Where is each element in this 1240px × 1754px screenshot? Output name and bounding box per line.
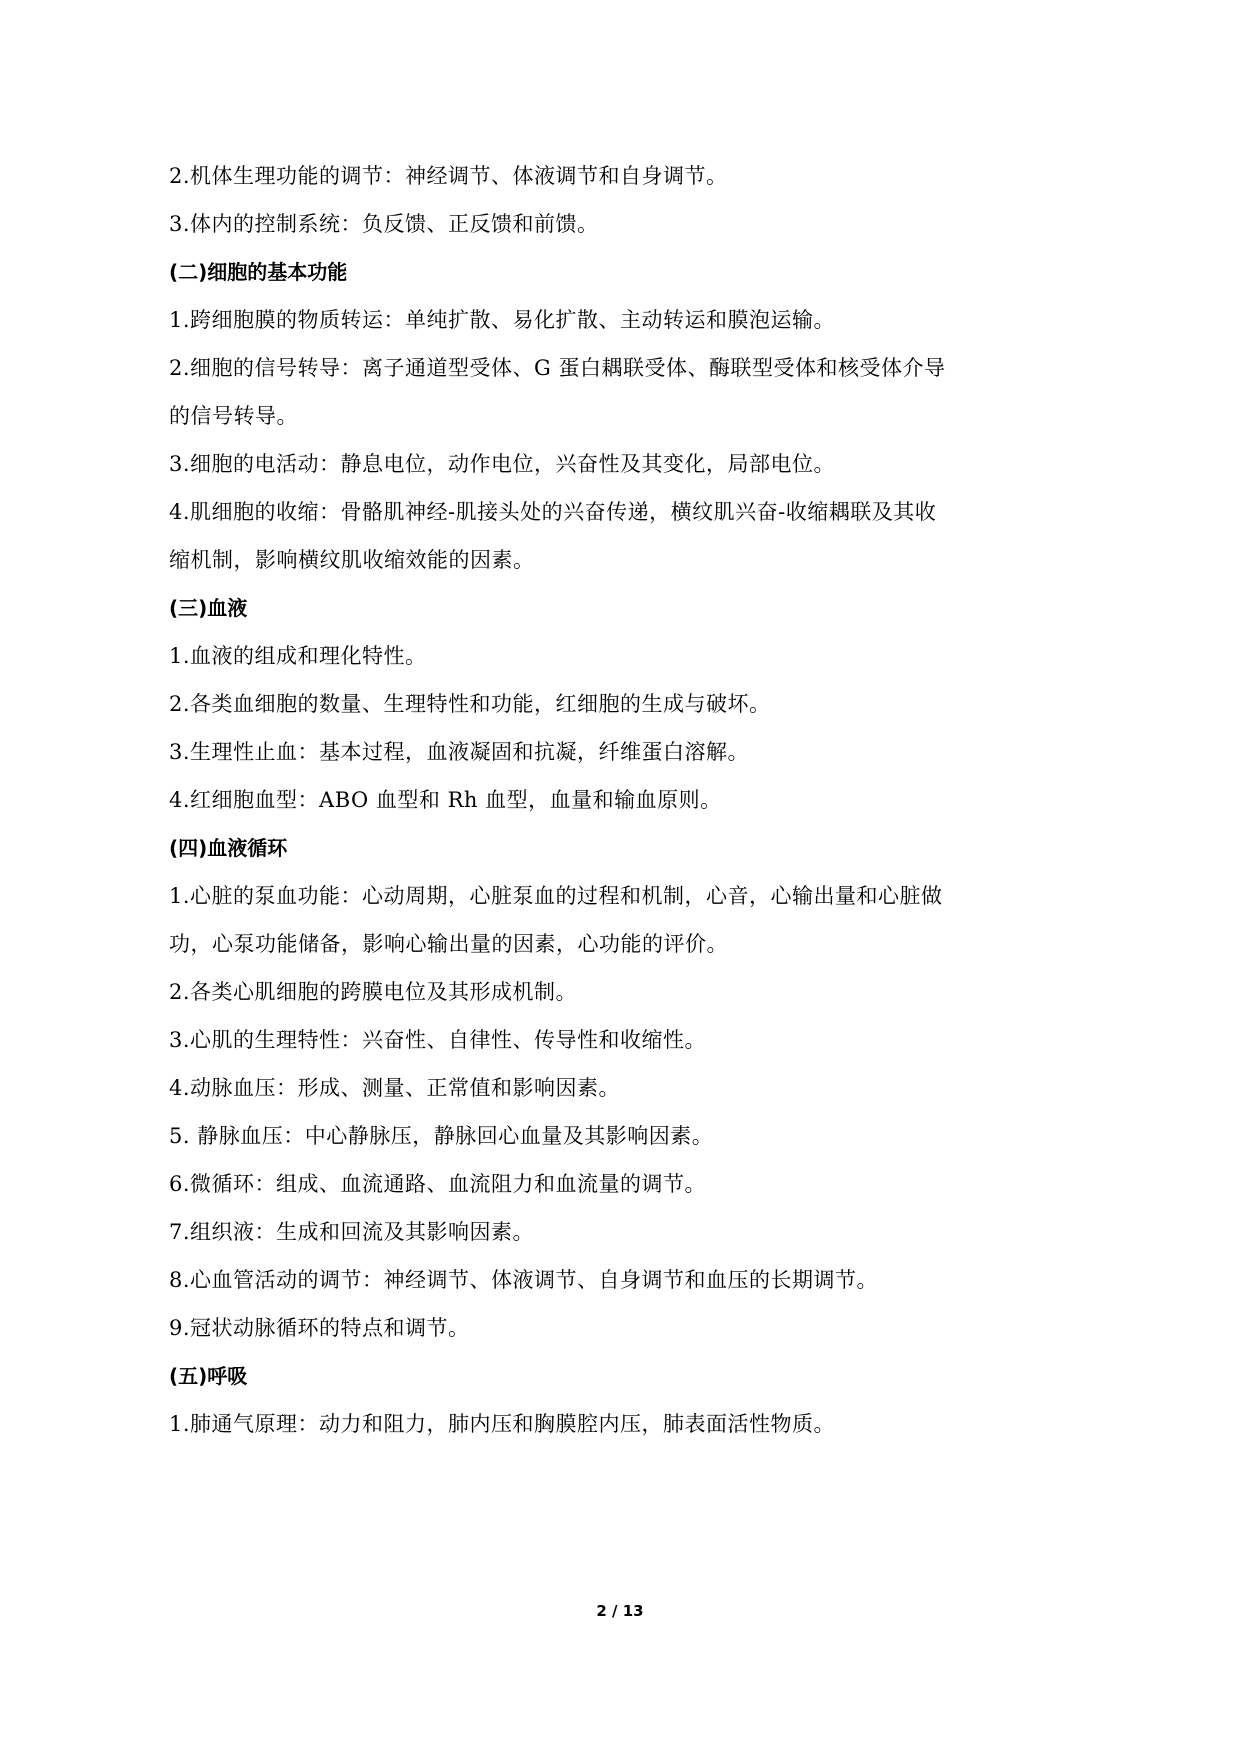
list-item: 2.机体生理功能的调节：神经调节、体液调节和自身调节。 [169, 164, 728, 188]
list-item: 4.肌细胞的收缩：骨骼肌神经-肌接头处的兴奋传递，横纹肌兴奋-收缩耦联及其收 [169, 500, 937, 524]
list-item: 4.红细胞血型：ABO 血型和 Rh 血型，血量和输血原则。 [169, 788, 722, 812]
list-item: 7.组织液：生成和回流及其影响因素。 [169, 1220, 535, 1244]
list-item: 的信号转导。 [169, 404, 298, 428]
list-item: 5. 静脉血压：中心静脉压，静脉回心血量及其影响因素。 [169, 1124, 714, 1148]
list-item: 4.动脉血压：形成、测量、正常值和影响因素。 [169, 1076, 621, 1100]
section-heading: (五)呼吸 [169, 1364, 248, 1388]
list-item: 2.各类心肌细胞的跨膜电位及其形成机制。 [169, 980, 578, 1004]
list-item: 1.血液的组成和理化特性。 [169, 644, 427, 668]
section-heading: (二)细胞的基本功能 [169, 260, 348, 284]
list-item: 3.心肌的生理特性：兴奋性、自律性、传导性和收缩性。 [169, 1028, 707, 1052]
list-item: 2.各类血细胞的数量、生理特性和功能，红细胞的生成与破坏。 [169, 692, 771, 716]
list-item: 3.细胞的电活动：静息电位，动作电位，兴奋性及其变化，局部电位。 [169, 452, 836, 476]
list-item: 功，心泵功能储备，影响心输出量的因素，心功能的评价。 [169, 932, 728, 956]
list-item: 8.心血管活动的调节：神经调节、体液调节、自身调节和血压的长期调节。 [169, 1268, 879, 1292]
section-heading: (三)血液 [169, 596, 248, 620]
list-item: 2.细胞的信号转导：离子通道型受体、G 蛋白耦联受体、酶联型受体和核受体介导 [169, 356, 946, 380]
list-item: 3.体内的控制系统：负反馈、正反馈和前馈。 [169, 212, 599, 236]
list-item: 1.肺通气原理：动力和阻力，肺内压和胸膜腔内压，肺表面活性物质。 [169, 1412, 836, 1436]
document-body [169, 152, 1069, 1448]
list-item: 缩机制，影响横纹肌收缩效能的因素。 [169, 548, 535, 572]
list-item: 6.微循环：组成、血流通路、血流阻力和血流量的调节。 [169, 1172, 707, 1196]
list-item: 3.生理性止血：基本过程，血液凝固和抗凝，纤维蛋白溶解。 [169, 740, 750, 764]
page-number: 2 / 13 [596, 1602, 644, 1620]
list-item: 1.跨细胞膜的物质转运：单纯扩散、易化扩散、主动转运和膜泡运输。 [169, 308, 836, 332]
section-heading: (四)血液循环 [169, 836, 288, 860]
list-item: 1.心脏的泵血功能：心动周期，心脏泵血的过程和机制，心音，心输出量和心脏做 [169, 884, 943, 908]
list-item: 9.冠状动脉循环的特点和调节。 [169, 1316, 470, 1340]
